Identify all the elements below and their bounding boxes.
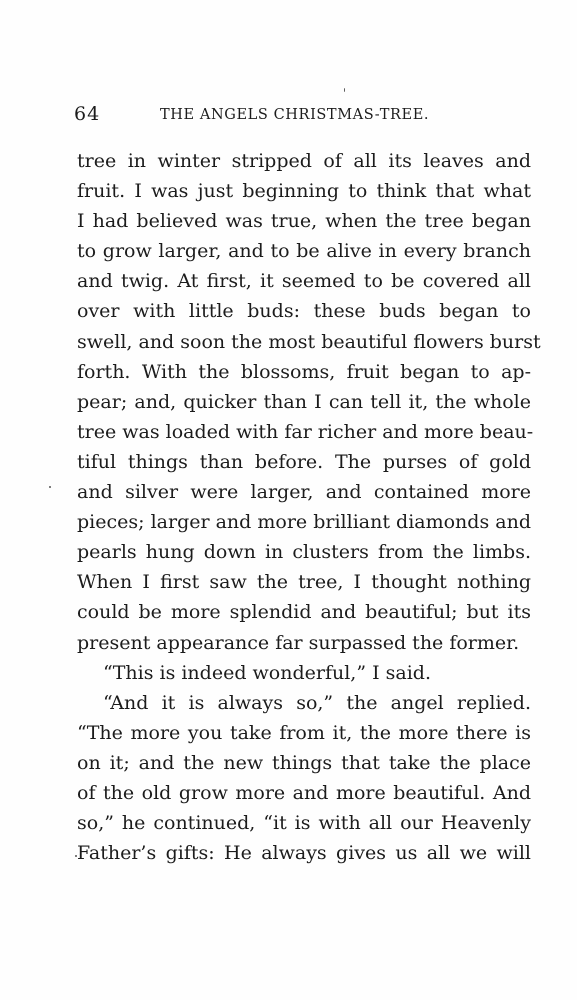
text-line: Father’s gifts: He always gives us all we will: [77, 842, 531, 865]
text-line: so,” he continued, “it is with all our Heavenly: [77, 812, 531, 835]
body-text: [77, 146, 541, 868]
text-line: tree was loaded with far richer and more beau-: [77, 420, 534, 443]
text-line: of the old grow more and more beautiful. And: [77, 781, 531, 804]
text-line: to grow larger, and to be alive in every branch: [77, 240, 531, 263]
text-line: I had believed was true, when the tree began: [77, 210, 531, 233]
running-head: [74, 103, 534, 129]
text-line: could be more splendid and beautiful; but its: [77, 601, 531, 624]
text-line: over with little buds: these buds began to: [77, 300, 531, 323]
text-line: When I first saw the tree, I thought nothing: [77, 571, 531, 594]
running-title: THE ANGELS CHRISTMAS-TREE.: [160, 107, 430, 123]
paper-speck: [75, 855, 77, 857]
text-line: “The more you take from it, the more there is: [77, 721, 531, 744]
text-line: pear; and, quicker than I can tell it, the whole: [77, 390, 531, 413]
paper-speck: [344, 88, 345, 92]
text-line: pearls hung down in clusters from the limbs.: [77, 541, 531, 564]
paper-speck: [49, 486, 51, 488]
text-line: and twig. At first, it seemed to be covered all: [77, 270, 531, 293]
page-number: 64: [74, 103, 101, 125]
text-line: forth. With the blossoms, fruit began to ap-: [77, 360, 531, 383]
text-line: fruit. I was just beginning to think that what: [77, 180, 531, 203]
text-line: pieces; larger and more brilliant diamonds and: [77, 511, 531, 534]
text-line: on it; and the new things that take the place: [77, 751, 531, 774]
text-line: and silver were larger, and contained more: [77, 481, 531, 504]
text-line: “This is indeed wonderful,” I said.: [103, 661, 431, 684]
text-line: swell, and soon the most beautiful flowers burst: [77, 330, 541, 353]
text-line: present appearance far surpassed the former.: [77, 631, 520, 654]
text-line: tiful things than before. The purses of gold: [77, 450, 531, 473]
text-line: “And it is always so,” the angel replied.: [103, 691, 531, 714]
text-line: tree in winter stripped of all its leaves and: [77, 150, 531, 172]
